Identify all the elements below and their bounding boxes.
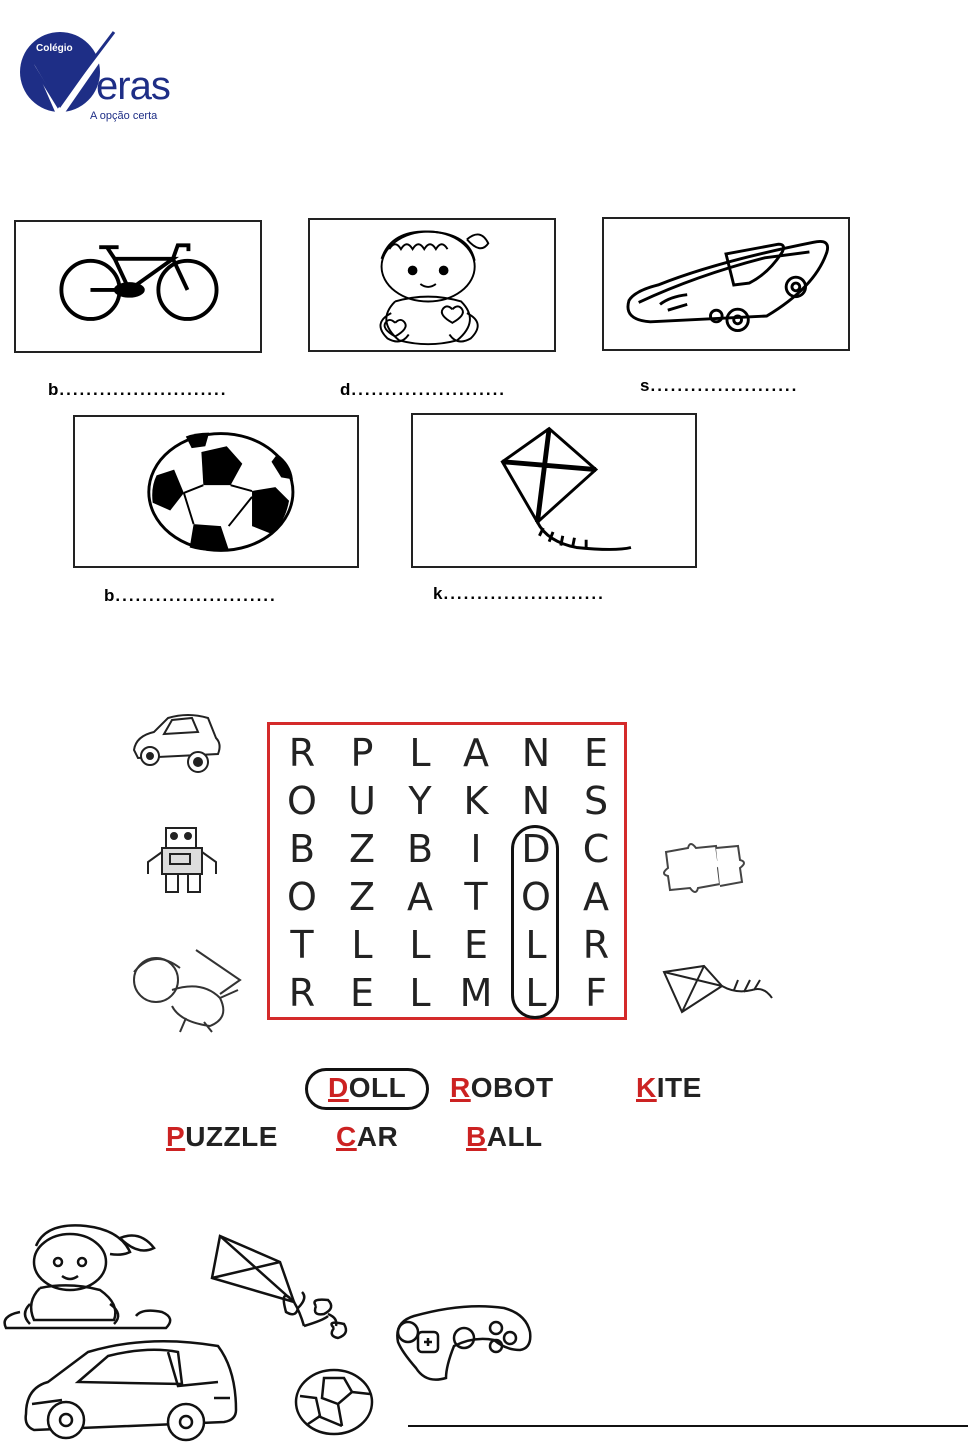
puzzle-icon bbox=[660, 838, 750, 894]
kite-icon bbox=[660, 962, 778, 1020]
word-first-letter: B bbox=[466, 1121, 487, 1152]
grid-letter[interactable]: B bbox=[406, 827, 434, 871]
coloring-game-controller-icon bbox=[388, 1302, 532, 1392]
kite-frame bbox=[411, 413, 697, 568]
answer-prefix: b bbox=[48, 380, 60, 399]
grid-letter[interactable]: L bbox=[409, 731, 431, 775]
logo-word: eras bbox=[96, 64, 170, 108]
answer-dots: ........................ bbox=[443, 584, 605, 603]
word-first-letter: P bbox=[166, 1121, 186, 1152]
word-rest: AR bbox=[356, 1121, 399, 1152]
word-rest: ALL bbox=[486, 1121, 543, 1152]
word-search-grid bbox=[267, 722, 627, 1020]
answer-line-bicycle[interactable] bbox=[48, 380, 227, 400]
answer-prefix: b bbox=[104, 586, 116, 605]
grid-letter[interactable]: T bbox=[464, 875, 488, 919]
grid-letter[interactable]: D bbox=[521, 827, 551, 871]
grid-letter[interactable]: I bbox=[470, 827, 482, 871]
word-kite[interactable] bbox=[636, 1072, 702, 1104]
grid-letter[interactable]: F bbox=[585, 971, 607, 1015]
coloring-doll-icon bbox=[0, 1216, 185, 1332]
grid-letter[interactable]: U bbox=[348, 779, 376, 823]
skateboard-frame bbox=[602, 217, 850, 351]
answer-prefix: s bbox=[640, 376, 651, 395]
grid-letter[interactable]: N bbox=[521, 779, 551, 823]
word-robot[interactable] bbox=[450, 1072, 554, 1104]
grid-letter[interactable]: O bbox=[287, 779, 317, 823]
answer-dots: ...................... bbox=[650, 376, 799, 395]
word-rest: OLL bbox=[348, 1072, 407, 1103]
found-word-oval-grid bbox=[511, 825, 559, 1019]
answer-prefix: k bbox=[433, 584, 444, 603]
answer-line-kite[interactable] bbox=[433, 584, 605, 604]
kite-icon bbox=[413, 415, 695, 566]
robot-icon bbox=[140, 822, 226, 896]
answer-line-skateboard[interactable] bbox=[640, 376, 798, 396]
bicycle-icon bbox=[16, 222, 260, 351]
word-ball[interactable] bbox=[466, 1121, 543, 1153]
grid-letter[interactable]: P bbox=[350, 731, 374, 775]
grid-letter[interactable]: N bbox=[521, 731, 551, 775]
grid-letter[interactable]: S bbox=[583, 779, 609, 823]
word-rest: ITE bbox=[656, 1072, 702, 1103]
word-first-letter: K bbox=[636, 1072, 657, 1103]
grid-letter[interactable]: B bbox=[288, 827, 316, 871]
grid-letter[interactable]: Y bbox=[408, 779, 432, 823]
word-rest: OBOT bbox=[470, 1072, 554, 1103]
grid-letter[interactable]: O bbox=[287, 875, 317, 919]
coloring-car-icon bbox=[18, 1338, 243, 1450]
grid-letter[interactable]: E bbox=[463, 923, 488, 967]
grid-letter[interactable]: Z bbox=[348, 875, 376, 919]
skateboard-icon bbox=[604, 219, 848, 349]
grid-letter[interactable]: E bbox=[349, 971, 374, 1015]
logo-small-text: Colégio bbox=[36, 43, 73, 54]
word-puzzle[interactable] bbox=[166, 1121, 278, 1153]
grid-letter[interactable]: O bbox=[521, 875, 551, 919]
grid-letter[interactable]: K bbox=[463, 779, 489, 823]
word-first-letter: C bbox=[336, 1121, 357, 1152]
grid-letter[interactable]: R bbox=[288, 731, 316, 775]
word-first-letter: D bbox=[328, 1072, 349, 1103]
grid-letter[interactable]: C bbox=[582, 827, 610, 871]
grid-letter[interactable]: R bbox=[582, 923, 610, 967]
word-first-letter: R bbox=[450, 1072, 471, 1103]
logo-tagline: A opção certa bbox=[90, 110, 158, 122]
grid-letter[interactable]: Z bbox=[348, 827, 376, 871]
grid-letter[interactable]: A bbox=[583, 875, 609, 919]
grid-letter[interactable]: R bbox=[288, 971, 316, 1015]
answer-line-doll[interactable] bbox=[340, 380, 506, 400]
grid-letter[interactable]: E bbox=[583, 731, 608, 775]
soccer-ball-icon bbox=[75, 417, 357, 566]
grid-letter[interactable]: A bbox=[463, 731, 489, 775]
doll-icon bbox=[122, 942, 250, 1034]
coloring-ball-icon bbox=[288, 1366, 378, 1438]
car-icon bbox=[128, 710, 224, 776]
answer-dots: ........................ bbox=[115, 586, 277, 605]
word-rest: UZZLE bbox=[185, 1121, 278, 1152]
grid-letter[interactable]: A bbox=[407, 875, 433, 919]
answer-line-ball[interactable] bbox=[104, 586, 277, 606]
word-doll[interactable] bbox=[328, 1072, 406, 1104]
grid-letter[interactable]: L bbox=[525, 923, 547, 967]
answer-dots: ....................... bbox=[351, 380, 507, 399]
answer-dots: ......................... bbox=[59, 380, 228, 399]
grid-letter[interactable]: L bbox=[409, 923, 431, 967]
word-car[interactable] bbox=[336, 1121, 398, 1153]
doll-icon bbox=[310, 220, 554, 350]
doll-frame bbox=[308, 218, 556, 352]
bottom-rule bbox=[408, 1425, 968, 1427]
grid-letter[interactable]: L bbox=[409, 971, 431, 1015]
ball-frame bbox=[73, 415, 359, 568]
grid-letter[interactable]: L bbox=[351, 923, 373, 967]
bicycle-frame bbox=[14, 220, 262, 353]
grid-letter[interactable]: L bbox=[525, 971, 547, 1015]
school-logo bbox=[14, 26, 184, 126]
grid-letter[interactable]: T bbox=[290, 923, 314, 967]
answer-prefix: d bbox=[340, 380, 352, 399]
grid-letter[interactable]: M bbox=[459, 971, 493, 1015]
